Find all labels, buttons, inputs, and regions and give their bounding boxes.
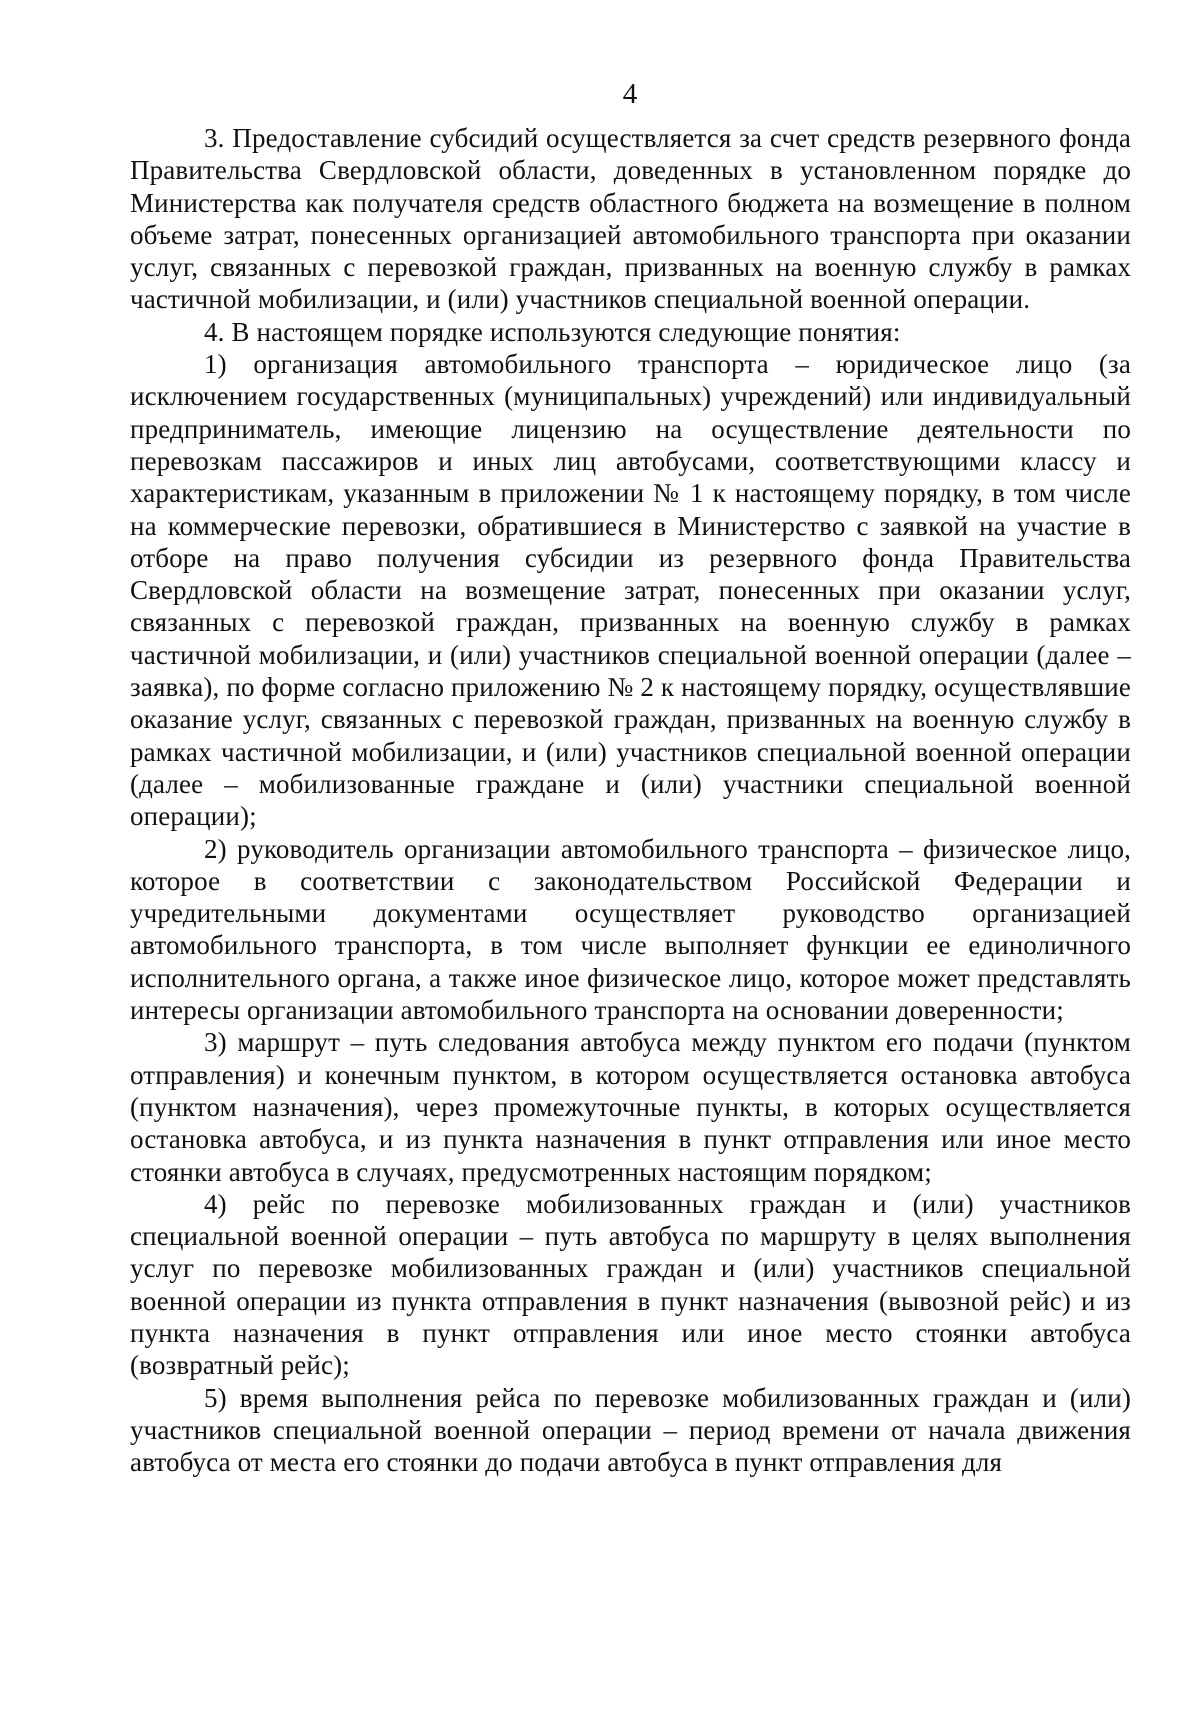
definition-5-trip-time: 5) время выполнения рейса по перевозке мобилизованных граждан и (или) участников специальной военной операции – период времени от начала движения автобуса от места его стоянки до подачи автобуса в пункт отправления для	[130, 1382, 1131, 1478]
page-number: 4	[622, 78, 638, 110]
definition-4-trip: 4) рейс по перевозке мобилизованных граждан и (или) участников специальной военной операции – путь автобуса по маршруту в целях выполнения услуг по перевозке мобилизованных граждан и (или) участников специальной военной операции из пункта отправления в пункт назначения (вывозной рейс) и из пункта назначения в пункт отправления или иное место стоянки автобуса (возвратный рейс);	[130, 1188, 1131, 1381]
definition-2-organization-head: 2) руководитель организации автомобильного транспорта – физическое лицо, которое в соответствии с законодательством Российской Федерации и учредительными документами осуществляет руководство организацией автомобильного транспорта, в том числе выполняет функции ее единоличного исполнительного органа, а также иное физическое лицо, которое может представлять интересы организации автомобильного транспорта на основании доверенности;	[130, 833, 1131, 1026]
definition-1-transport-organization: 1) организация автомобильного транспорта – юридическое лицо (за исключением государственных (муниципальных) учреждений) или индивидуальный предприниматель, имеющие лицензию на осуществление деятельности по перевозкам пассажиров и иных лиц автобусами, соответствующими классу и характеристикам, указанным в приложении № 1 к настоящему порядку, в том числе на коммерческие перевозки, обратившиеся в Министерство с заявкой на участие в отборе на право получения субсидии из резервного фонда Правительства Свердловской области на возмещение затрат, понесенных при оказании услуг, связанных с перевозкой граждан, призванных на военную службу в рамках частичной мобилизации, и (или) участников специальной военной операции (далее – заявка), по форме согласно приложению № 2 к настоящему порядку, осуществлявшие оказание услуг, связанных с перевозкой граждан, призванных на военную службу в рамках частичной мобилизации, и (или) участников специальной военной операции (далее – мобилизованные граждане и (или) участники специальной военной операции);	[130, 349, 1131, 832]
definition-3-route: 3) маршрут – путь следования автобуса между пунктом его подачи (пунктом отправления) и конечным пунктом, в котором осуществляется остановка автобуса (пунктом назначения), через промежуточные пункты, в которых осуществляется остановка автобуса, и из пункта назначения в пункт отправления или иное место стоянки автобуса в случаях, предусмотренных настоящим порядком;	[130, 1027, 1131, 1187]
paragraph-4-definitions-intro: 4. В настоящем порядке используются следующие понятия:	[204, 316, 901, 347]
paragraph-3-subsidy-source: 3. Предоставление субсидий осуществляется за счет средств резервного фонда Правительства Свердловской области, доведенных в установленном порядке до Министерства как получателя средств областного бюджета на возмещение в полном объеме затрат, понесенных организацией автомобильного транспорта при оказании услуг, связанных с перевозкой граждан, призванных на военную службу в рамках частичной мобилизации, и (или) участников специальной военной операции.	[130, 123, 1131, 315]
document-body	[130, 122, 1131, 1478]
